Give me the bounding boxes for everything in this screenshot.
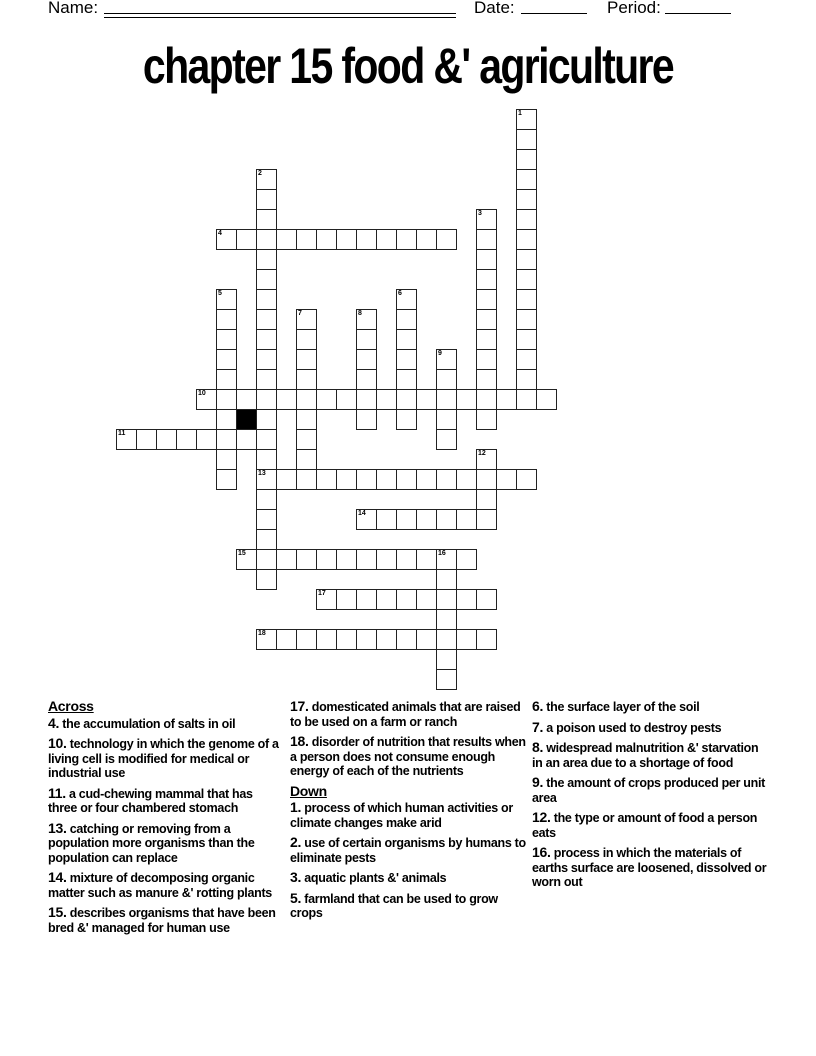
grid-cell[interactable]: [396, 509, 417, 530]
grid-cell[interactable]: [256, 209, 277, 230]
clue-item: [48, 870, 284, 900]
clue-number: 15: [238, 550, 246, 557]
grid-cell[interactable]: [276, 469, 297, 490]
clue-item: [532, 720, 768, 736]
clue-item: [48, 786, 284, 816]
grid-cell[interactable]: [256, 229, 277, 250]
clue-item: [532, 699, 768, 715]
grid-cell[interactable]: [396, 369, 417, 390]
grid-cell[interactable]: [276, 389, 297, 410]
grid-cell[interactable]: [456, 509, 477, 530]
grid-cell[interactable]: [256, 489, 277, 510]
clue-number: 7: [298, 310, 302, 317]
clue-text: aquatic plants &' animals: [301, 871, 447, 885]
grid-cell[interactable]: [256, 509, 277, 530]
grid-cell[interactable]: [476, 409, 497, 430]
grid-cell[interactable]: [196, 389, 217, 410]
grid-cell[interactable]: [456, 389, 477, 410]
grid-cell[interactable]: [436, 469, 457, 490]
grid-cell[interactable]: [376, 389, 397, 410]
clue-text: the surface layer of the soil: [543, 700, 700, 714]
clue-num: 2.: [290, 834, 302, 850]
grid-cell[interactable]: [376, 229, 397, 250]
grid-cell[interactable]: [436, 429, 457, 450]
clue-number: 11: [118, 430, 126, 437]
clue-number: 3: [478, 210, 482, 217]
grid-cell[interactable]: [356, 629, 377, 650]
down-heading: Down: [290, 782, 327, 799]
grid-cell[interactable]: [476, 449, 497, 470]
clue-num: 5.: [290, 889, 302, 906]
clue-item: [290, 734, 526, 779]
clue-text: a poison used to destroy pests: [543, 720, 722, 735]
grid-cell[interactable]: [476, 389, 497, 410]
grid-cell[interactable]: [236, 389, 257, 410]
date-label: Date:: [474, 0, 515, 17]
clue-number: 5: [218, 290, 222, 297]
grid-cell[interactable]: [516, 389, 537, 410]
grid-cell[interactable]: [256, 289, 277, 310]
grid-cell[interactable]: [276, 229, 297, 250]
clue-item: [48, 821, 284, 866]
clue-text: describes organisms that have been bred &' managed for human use: [48, 906, 276, 935]
grid-cell[interactable]: [396, 389, 417, 410]
grid-cell[interactable]: [256, 349, 277, 370]
grid-cell[interactable]: [516, 229, 537, 250]
clue-text: process of which human activities or climate changes make arid: [290, 801, 513, 830]
grid-cell[interactable]: [456, 589, 477, 610]
grid-cell[interactable]: [216, 469, 237, 490]
grid-cell[interactable]: [236, 429, 257, 450]
grid-cell[interactable]: [496, 469, 517, 490]
grid-cell[interactable]: [316, 229, 337, 250]
grid-cell[interactable]: [116, 429, 137, 450]
grid-cell[interactable]: [356, 329, 377, 350]
clue-number: 16: [438, 550, 446, 557]
grid-cell[interactable]: [356, 549, 377, 570]
clues-column-2: [290, 699, 526, 926]
grid-cell[interactable]: [516, 329, 537, 350]
grid-cell[interactable]: [516, 129, 537, 150]
clue-number: 1: [518, 110, 522, 117]
grid-cell[interactable]: [436, 669, 457, 690]
grid-cell[interactable]: [476, 489, 497, 510]
grid-cell[interactable]: [436, 369, 457, 390]
grid-cell[interactable]: [356, 409, 377, 430]
grid-cell[interactable]: [396, 329, 417, 350]
grid-cell[interactable]: [216, 369, 237, 390]
grid-cell[interactable]: [336, 589, 357, 610]
clue-num: 13.: [48, 819, 67, 836]
grid-cell[interactable]: [456, 469, 477, 490]
grid-cell[interactable]: [436, 229, 457, 250]
grid-cell[interactable]: [216, 309, 237, 330]
grid-cell[interactable]: [516, 169, 537, 190]
clue-num: 17.: [290, 698, 309, 714]
grid-cell[interactable]: [256, 189, 277, 210]
clue-item: [290, 699, 526, 729]
grid-cell[interactable]: [296, 429, 317, 450]
grid-cell[interactable]: [436, 349, 457, 370]
grid-cell[interactable]: [436, 549, 457, 570]
grid-cell[interactable]: [476, 369, 497, 390]
grid-cell[interactable]: [316, 389, 337, 410]
grid-cell[interactable]: [396, 549, 417, 570]
clue-item: [290, 891, 526, 921]
grid-cell[interactable]: [336, 229, 357, 250]
grid-cell[interactable]: [316, 549, 337, 570]
grid-cell[interactable]: [436, 409, 457, 430]
grid-cell[interactable]: [516, 289, 537, 310]
grid-cell[interactable]: [316, 589, 337, 610]
grid-cell[interactable]: [396, 309, 417, 330]
grid-cell[interactable]: [516, 349, 537, 370]
clue-num: 10.: [48, 735, 67, 751]
grid-cell[interactable]: [256, 449, 277, 470]
grid-cell[interactable]: [256, 529, 277, 550]
clue-text: the type or amount of food a person eats: [532, 811, 758, 840]
grid-cell[interactable]: [436, 389, 457, 410]
grid-cell[interactable]: [416, 549, 437, 570]
clue-number: 6: [398, 290, 402, 297]
grid-cell[interactable]: [276, 549, 297, 570]
grid-cell[interactable]: [256, 409, 277, 430]
period-label: Period:: [607, 0, 661, 17]
grid-cell[interactable]: [516, 309, 537, 330]
grid-cell[interactable]: [216, 229, 237, 250]
grid-cell[interactable]: [416, 629, 437, 650]
grid-cell[interactable]: [516, 209, 537, 230]
grid-cell[interactable]: [256, 429, 277, 450]
grid-cell[interactable]: [436, 629, 457, 650]
grid-cell[interactable]: [296, 229, 317, 250]
clue-text: a cud-chewing mammal that has three or four chambered stomach: [48, 786, 253, 815]
grid-cell[interactable]: [276, 629, 297, 650]
grid-cell[interactable]: [296, 349, 317, 370]
grid-cell[interactable]: [296, 309, 317, 330]
grid-cell[interactable]: [216, 409, 237, 430]
grid-cell[interactable]: [376, 629, 397, 650]
grid-cell[interactable]: [516, 189, 537, 210]
clue-item: [290, 800, 526, 830]
grid-cell[interactable]: [256, 629, 277, 650]
clue-number: 10: [198, 390, 206, 397]
grid-cell[interactable]: [476, 349, 497, 370]
grid-cell[interactable]: [396, 349, 417, 370]
grid-cell[interactable]: [256, 269, 277, 290]
grid-cell[interactable]: [376, 589, 397, 610]
grid-cell[interactable]: [456, 629, 477, 650]
grid-cell[interactable]: [516, 149, 537, 170]
clue-item: [532, 740, 768, 770]
header-fields: [48, 0, 748, 20]
grid-cell[interactable]: [356, 389, 377, 410]
clue-item: [532, 845, 768, 890]
grid-cell[interactable]: [476, 209, 497, 230]
grid-cell[interactable]: [476, 269, 497, 290]
grid-cell[interactable]: [296, 369, 317, 390]
page-title: chapter 15 food &' agriculture: [142, 38, 674, 94]
grid-cell[interactable]: [456, 549, 477, 570]
grid-cell[interactable]: [296, 409, 317, 430]
grid-cell[interactable]: [296, 629, 317, 650]
grid-cell[interactable]: [336, 549, 357, 570]
grid-cell[interactable]: [296, 549, 317, 570]
grid-cell[interactable]: [216, 289, 237, 310]
grid-cell[interactable]: [396, 629, 417, 650]
grid-cell[interactable]: [376, 549, 397, 570]
clue-num: 14.: [48, 869, 67, 885]
black-cell: [236, 409, 257, 430]
grid-cell[interactable]: [216, 329, 237, 350]
grid-cell[interactable]: [416, 589, 437, 610]
grid-cell[interactable]: [236, 549, 257, 570]
clue-num: 6.: [532, 698, 544, 714]
grid-cell[interactable]: [516, 269, 537, 290]
grid-cell[interactable]: [336, 389, 357, 410]
grid-cell[interactable]: [256, 249, 277, 270]
clue-text: disorder of nutrition that results when a person does not consume enough energy of each of the nutrients: [290, 735, 526, 778]
clue-text: domesticated animals that are raised to be used on a farm or ranch: [290, 700, 521, 729]
grid-cell[interactable]: [416, 389, 437, 410]
grid-cell[interactable]: [416, 469, 437, 490]
grid-cell[interactable]: [396, 289, 417, 310]
grid-cell[interactable]: [436, 589, 457, 610]
clue-number: 9: [438, 350, 442, 357]
clue-number: 17: [318, 590, 326, 597]
grid-cell[interactable]: [256, 329, 277, 350]
clue-num: 12.: [532, 809, 551, 825]
clue-number: 12: [478, 450, 486, 457]
grid-cell[interactable]: [216, 389, 237, 410]
grid-cell[interactable]: [356, 229, 377, 250]
clue-num: 7.: [532, 718, 544, 735]
clue-text: the amount of crops produced per unit area: [532, 776, 766, 805]
grid-cell[interactable]: [516, 469, 537, 490]
grid-cell[interactable]: [396, 469, 417, 490]
clue-item: [290, 835, 526, 865]
clue-num: 8.: [532, 739, 544, 755]
grid-cell[interactable]: [436, 569, 457, 590]
grid-cell[interactable]: [236, 229, 257, 250]
grid-cell[interactable]: [196, 429, 217, 450]
grid-cell[interactable]: [476, 249, 497, 270]
grid-cell[interactable]: [476, 589, 497, 610]
grid-cell[interactable]: [436, 509, 457, 530]
grid-cell[interactable]: [396, 409, 417, 430]
clue-text: process in which the materials of earths surface are loosened, dissolved or worn out: [532, 846, 767, 889]
grid-cell[interactable]: [436, 609, 457, 630]
clue-item: [48, 716, 284, 732]
grid-cell[interactable]: [536, 389, 557, 410]
clue-item: [532, 775, 768, 805]
clue-num: 11.: [48, 784, 66, 801]
grid-cell[interactable]: [476, 509, 497, 530]
grid-cell[interactable]: [316, 629, 337, 650]
grid-cell[interactable]: [496, 389, 517, 410]
clue-num: 18.: [290, 733, 309, 749]
grid-cell[interactable]: [216, 449, 237, 470]
grid-cell[interactable]: [396, 589, 417, 610]
grid-cell[interactable]: [256, 569, 277, 590]
clue-num: 16.: [532, 844, 551, 860]
grid-cell[interactable]: [256, 369, 277, 390]
grid-cell[interactable]: [356, 309, 377, 330]
clue-num: 9.: [532, 774, 544, 790]
clue-number: 14: [358, 510, 366, 517]
clue-text: technology in which the genome of a living cell is modified for medical or industrial use: [48, 737, 279, 780]
clue-item: [48, 736, 284, 781]
grid-cell[interactable]: [356, 349, 377, 370]
grid-cell[interactable]: [476, 309, 497, 330]
grid-cell[interactable]: [376, 469, 397, 490]
grid-cell[interactable]: [396, 229, 417, 250]
grid-cell[interactable]: [256, 549, 277, 570]
clue-item: [290, 870, 526, 886]
grid-cell[interactable]: [476, 629, 497, 650]
clue-item: [532, 810, 768, 840]
clue-num: 15.: [48, 904, 67, 920]
clue-num: 3.: [290, 869, 302, 885]
grid-cell[interactable]: [476, 289, 497, 310]
grid-cell[interactable]: [356, 469, 377, 490]
grid-cell[interactable]: [256, 469, 277, 490]
grid-cell[interactable]: [296, 449, 317, 470]
grid-cell[interactable]: [136, 429, 157, 450]
clues-column-1: [48, 699, 284, 940]
grid-cell[interactable]: [296, 389, 317, 410]
grid-cell[interactable]: [316, 469, 337, 490]
clue-number: 8: [358, 310, 362, 317]
grid-cell[interactable]: [416, 229, 437, 250]
grid-cell[interactable]: [256, 309, 277, 330]
clue-number: 4: [218, 230, 222, 237]
clue-number: 18: [258, 630, 266, 637]
clues-column-3: [532, 699, 768, 895]
grid-cell[interactable]: [336, 629, 357, 650]
grid-cell[interactable]: [376, 509, 397, 530]
clue-item: [48, 905, 284, 935]
clue-text: mixture of decomposing organic matter such as manure &' rotting plants: [48, 871, 272, 900]
grid-cell[interactable]: [356, 369, 377, 390]
grid-cell[interactable]: [476, 329, 497, 350]
clue-text: farmland that can be used to grow crops: [290, 891, 498, 920]
grid-cell[interactable]: [256, 169, 277, 190]
clue-text: use of certain organisms by humans to eliminate pests: [290, 836, 526, 865]
grid-cell[interactable]: [356, 509, 377, 530]
grid-cell[interactable]: [516, 369, 537, 390]
grid-cell[interactable]: [216, 349, 237, 370]
grid-cell[interactable]: [476, 229, 497, 250]
clue-text: the accumulation of salts in oil: [59, 716, 236, 731]
clue-text: catching or removing from a population more organisms than the population can replace: [48, 821, 255, 865]
grid-cell[interactable]: [256, 389, 277, 410]
grid-cell[interactable]: [296, 469, 317, 490]
across-heading: Across: [48, 698, 94, 714]
grid-cell[interactable]: [356, 589, 377, 610]
clue-number: 2: [258, 170, 262, 177]
grid-cell[interactable]: [336, 469, 357, 490]
clue-num: 4.: [48, 714, 60, 731]
grid-cell[interactable]: [516, 249, 537, 270]
clue-number: 13: [258, 470, 266, 477]
grid-cell[interactable]: [416, 509, 437, 530]
crossword-grid: [117, 110, 577, 690]
clue-num: 1.: [290, 799, 302, 815]
grid-cell[interactable]: [296, 329, 317, 350]
name-label: Name:: [48, 0, 99, 17]
clue-text: widespread malnutrition &' starvation in an area due to a shortage of food: [532, 741, 759, 770]
grid-cell[interactable]: [156, 429, 177, 450]
grid-cell[interactable]: [436, 649, 457, 670]
grid-cell[interactable]: [216, 429, 237, 450]
grid-cell[interactable]: [516, 109, 537, 130]
grid-cell[interactable]: [176, 429, 197, 450]
name-field[interactable]: [104, 0, 456, 14]
grid-cell[interactable]: [476, 469, 497, 490]
